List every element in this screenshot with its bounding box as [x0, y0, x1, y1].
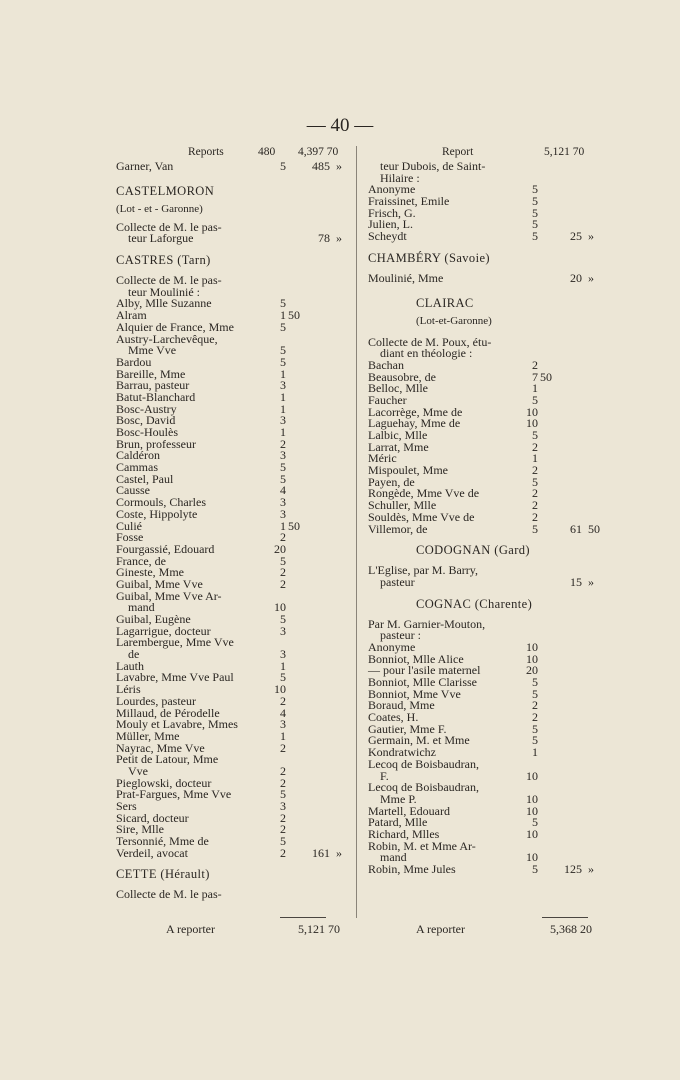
entry-row [368, 270, 594, 285]
entry-amount: 4 [280, 483, 286, 498]
entry-name: Guibal, Mme Vve Ar- [116, 588, 222, 603]
right-footer-label: A reporter [416, 922, 465, 936]
section-heading: CLAIRAC [416, 295, 474, 310]
entry-name: Guibal, Eugène [116, 612, 191, 626]
entry-amount: 10 [274, 682, 286, 697]
entry-row [116, 789, 334, 801]
entry-amount: 2 [532, 486, 538, 501]
entry-amount: 1 [280, 401, 286, 416]
entry-total-cents: 50 [588, 521, 600, 536]
entry-total: 15 [570, 574, 582, 589]
entry-amount: 5 [532, 217, 538, 232]
entry-amount: 5 [280, 834, 286, 849]
entry-name: Fosse [116, 530, 144, 545]
entry-name: Germain, M. et Mme [368, 733, 470, 748]
entry-name: Anonyme [368, 639, 416, 654]
entry-amount: 3 [280, 495, 286, 510]
entry-name: Bosc, David [116, 413, 176, 428]
entry-name: Collecte de M. le pas- [116, 273, 222, 288]
entry-name: Villemor, de [368, 521, 428, 536]
entry-amount: 5 [532, 686, 538, 701]
entry-amount: 5 [532, 428, 538, 442]
section-heading: CHAMBÉRY (Savoie) [368, 250, 490, 265]
entry-amount: 5 [532, 521, 538, 536]
entry-amount: 5 [532, 815, 538, 830]
entry-name: Petit de Latour, Mme [116, 752, 219, 767]
section-heading: CETTE (Hérault) [116, 867, 210, 882]
entry-amount: 10 [526, 791, 538, 806]
spacer [368, 285, 586, 293]
entry-name: Bachan [368, 357, 404, 372]
entry-amount: 10 [526, 768, 538, 783]
entry-amount-cents: 50 [288, 308, 300, 323]
entry-name: Lourdes, pasteur [116, 693, 196, 708]
entry-name: Collecte de M. Poux, étu- [368, 334, 492, 349]
entry-amount: 5 [280, 354, 286, 369]
entry-name: Coste, Hippolyte [116, 506, 198, 521]
entry-amount: 2 [532, 357, 538, 372]
entry-name: Nayrac, Mme Vve [116, 740, 205, 755]
entry-name: Martell, Edouard [368, 803, 450, 818]
entry-name: Mouly et Lavabre, Mmes [116, 717, 238, 732]
entry-amount: 3 [280, 799, 286, 813]
entry-amount: 2 [280, 693, 286, 708]
entry-total: 20 [570, 270, 582, 285]
page-number: — 40 — [306, 115, 374, 136]
section-subheading: (Lot - et - Garonne) [116, 202, 203, 215]
entry-name: Austry-Larchevêque, [116, 331, 218, 346]
left-footer-total: 5,121 70 [298, 922, 340, 936]
section-heading: COGNAC (Charente) [416, 596, 533, 611]
entry-amount: 1 [280, 366, 286, 381]
entry-row [116, 518, 334, 533]
entry-name: Payen, de [368, 474, 415, 489]
entry-amount: 2 [280, 576, 286, 591]
entry-name: Par M. Garnier-Mouton, [368, 616, 486, 631]
entry-name: Bosc-Houlès [116, 425, 178, 439]
entry-name: Alby, Mlle Suzanne [116, 296, 212, 311]
entry-name: Lecoq de Boisbaudran, [368, 756, 479, 771]
entry-amount: 5 [532, 229, 538, 244]
entry-name: Lalbic, Mlle [368, 428, 428, 442]
entry-name: Verdeil, avocat [116, 845, 188, 860]
entry-amount: 5 [532, 733, 538, 748]
entry-row [116, 506, 334, 521]
entry-amount: 1 [280, 728, 286, 743]
entry-amount: 10 [526, 850, 538, 865]
entry-name: Fourgassié, Edouard [116, 541, 215, 556]
entry-name: Collecte de M. le pas- [116, 219, 222, 234]
entry-row [368, 439, 586, 454]
entry-total-cents: » [588, 270, 594, 285]
entry-amount: 2 [280, 810, 286, 825]
entry-name: Causse [116, 483, 150, 498]
entry-row [368, 229, 594, 244]
entry-amount: 5 [280, 460, 286, 475]
entry-name: Cammas [116, 460, 158, 475]
entry-row [116, 637, 334, 649]
entry-name: Robin, M. et Mme Ar- [368, 838, 476, 853]
entry-name: Anonyme [368, 182, 416, 197]
entry-name: Lagarrigue, docteur [116, 623, 211, 638]
entry-name: Cormouls, Charles [116, 495, 206, 510]
entry-amount: 3 [280, 413, 286, 428]
entry-name: Belloc, Mlle [368, 381, 428, 396]
entry-name: Barrau, pasteur [116, 378, 190, 393]
entry-amount: 5 [280, 670, 286, 685]
entry-amount: 1 [280, 425, 286, 439]
entry-name: France, de [116, 553, 166, 568]
entry-name: — pour l'asile maternel [368, 663, 481, 678]
entry-name: Richard, Mlles [368, 826, 440, 841]
entry-name: Brun, professeur [116, 436, 196, 451]
entry-amount: 5 [532, 205, 538, 220]
entry-name: Larembergue, Mme Vve [116, 635, 234, 650]
entry-row [116, 159, 342, 173]
entry-amount: 5 [280, 343, 286, 358]
entry-total: 161 [312, 845, 330, 860]
entry-name: Mme P. [380, 791, 417, 806]
entry-total-cents: » [588, 574, 594, 589]
entry-amount: 5 [532, 721, 538, 736]
entry-amount: 10 [526, 416, 538, 431]
entry-name: Bareille, Mme [116, 366, 186, 381]
entry-name: Castel, Paul [116, 471, 174, 486]
entry-amount: 5 [532, 392, 538, 407]
entry-amount: 1 [532, 745, 538, 760]
entry-amount: 5 [532, 862, 538, 876]
right-column [368, 146, 600, 876]
entry-name: Bonniot, Mlle Alice [368, 651, 464, 666]
entry-amount: 1 [532, 451, 538, 466]
entry-amount: 5 [280, 787, 286, 802]
left-entries [116, 159, 342, 902]
entry-name: Gineste, Mme [116, 565, 184, 580]
entry-amount: 5 [532, 675, 538, 689]
entry-amount: 2 [280, 775, 286, 790]
entry-amount: 10 [526, 651, 538, 666]
entry-total: 61 [570, 521, 582, 536]
entry-name: F. [380, 768, 389, 783]
entry-amount: 10 [526, 639, 538, 654]
entry-row [368, 756, 586, 771]
entry-amount: 2 [280, 530, 286, 545]
entry-name: Sire, Mlle [116, 822, 164, 837]
entry-name: Tersonnié, Mme de [116, 834, 209, 849]
entry-row [368, 521, 600, 536]
header-amount: 480 [258, 146, 276, 158]
entry-name: Millaud, de Pérodelle [116, 705, 220, 720]
entry-amount: 2 [280, 565, 286, 580]
header-total: 5,121 70 [544, 146, 585, 158]
entry-name: Léris [116, 682, 141, 697]
entry-amount: 10 [526, 826, 538, 841]
entry-name: Faucher [368, 392, 407, 407]
spacer [116, 173, 334, 181]
right-footer-total: 5,368 20 [550, 922, 592, 936]
entry-amount: 2 [280, 822, 286, 837]
entry-name: L'Eglise, par M. Barry, [368, 563, 479, 578]
entry-amount: 2 [532, 463, 538, 478]
header-label: Reports [188, 146, 224, 158]
entry-row [116, 889, 334, 901]
entry-name: Garner, Van [116, 159, 174, 173]
entry-amount: 3 [280, 506, 286, 521]
entry-amount: 5 [280, 296, 286, 311]
entry-amount: 3 [280, 717, 286, 732]
entry-amount: 5 [280, 159, 286, 173]
entry-name: Bosc-Austry [116, 401, 177, 416]
entry-name: Sicard, docteur [116, 810, 189, 825]
entry-name: Larrat, Mme [368, 439, 429, 454]
entry-total: 25 [570, 229, 582, 244]
entry-name: Rongède, Mme Vve de [368, 486, 480, 501]
entry-amount: 20 [526, 663, 538, 678]
entry-amount: 1 [280, 518, 286, 533]
entry-amount: 2 [280, 436, 286, 451]
entry-name: mand [128, 600, 155, 615]
entry-amount: 1 [280, 389, 286, 404]
section-heading: CASTELMORON [116, 183, 215, 198]
left-column [116, 146, 342, 902]
entry-name: Batut-Blanchard [116, 389, 196, 404]
entry-amount: 2 [532, 509, 538, 524]
entry-name: teur Laforgue [128, 231, 194, 246]
entry-total: 125 [564, 862, 582, 876]
column-separator [356, 146, 357, 918]
entry-total-cents: » [588, 862, 594, 876]
entry-amount: 5 [532, 474, 538, 489]
entry-amount: 2 [532, 498, 538, 513]
entry-name: Guibal, Mme Vve [116, 576, 203, 591]
entry-name: Pieglowski, docteur [116, 775, 212, 790]
right-entries [368, 159, 600, 876]
entry-name: Schuller, Mlle [368, 498, 437, 513]
entry-row [116, 649, 334, 661]
entry-name: Lecoq de Boisbaudran, [368, 780, 479, 795]
entry-row [368, 574, 594, 589]
entry-amount: 5 [532, 194, 538, 209]
entry-amount: 10 [526, 404, 538, 419]
entry-name: Lavabre, Mme Vve Paul [116, 670, 234, 685]
entry-amount: 10 [526, 803, 538, 818]
entry-name: Müller, Mme [116, 728, 180, 743]
left-footer-label: A reporter [166, 922, 215, 936]
entry-amount: 1 [280, 308, 286, 323]
entry-row [116, 754, 334, 766]
entry-amount: 5 [280, 471, 286, 486]
entry-name: Julien, L. [368, 217, 413, 232]
entry-total-cents: » [336, 845, 342, 860]
entry-total: 485 [312, 159, 330, 173]
entry-amount: 5 [280, 319, 286, 334]
header-label: Report [442, 146, 474, 158]
entry-amount: 3 [280, 448, 286, 463]
entry-amount: 5 [280, 553, 286, 568]
entry-name: Prat-Fargues, Mme Vve [116, 787, 232, 802]
entry-name: pasteur [380, 574, 415, 589]
entry-name: Boraud, Mme [368, 698, 435, 713]
entry-name: Bonniot, Mme Vve [368, 686, 461, 701]
left-footer-rule [280, 917, 326, 918]
entry-amount-cents: 50 [540, 369, 552, 384]
entry-name: diant en théologie : [380, 346, 473, 361]
entry-name: Patard, Mlle [368, 815, 428, 830]
entry-name: Scheydt [368, 229, 407, 244]
entry-name: mand [380, 850, 407, 865]
entry-total-cents: » [336, 231, 342, 246]
entry-name: Laguehay, Mme de [368, 416, 461, 431]
entry-name: Bonniot, Mlle Clarisse [368, 675, 477, 689]
entry-name: Bardou [116, 354, 152, 369]
entry-amount: 1 [280, 658, 286, 673]
entry-name: Robin, Mme Jules [368, 862, 456, 876]
entry-name: Gautier, Mme F. [368, 721, 447, 736]
entry-amount: 7 [532, 369, 538, 384]
entry-row [116, 231, 342, 246]
entry-name: Caldéron [116, 448, 160, 463]
entry-name: Alquier de France, Mme [116, 319, 234, 334]
entry-total-cents: » [588, 229, 594, 244]
entry-name: Frisch, G. [368, 205, 416, 220]
entry-name: Moulinié, Mme [368, 270, 444, 285]
entry-amount: 20 [274, 541, 286, 556]
entry-name: Coates, H. [368, 710, 419, 725]
entry-amount-cents: 50 [288, 518, 300, 533]
entry-total-cents: » [336, 159, 342, 173]
section-heading: CODOGNAN (Gard) [416, 543, 530, 558]
entry-amount: 3 [280, 647, 286, 662]
entry-amount: 10 [274, 600, 286, 615]
entry-amount: 3 [280, 623, 286, 638]
entry-row [116, 845, 342, 860]
entry-name: de [128, 647, 140, 662]
entry-name: Kondratwichz [368, 745, 436, 760]
entry-name: Hilaire : [380, 170, 420, 185]
entry-total: 78 [318, 231, 330, 246]
entry-amount: 1 [532, 381, 538, 396]
entry-name: Lacorrège, Mme de [368, 404, 463, 419]
entry-name: Mispoulet, Mme [368, 463, 448, 478]
entry-name: Méric [368, 451, 397, 466]
entry-amount: 2 [280, 845, 286, 860]
entry-name: Fraissinet, Emile [368, 194, 450, 209]
entry-row [116, 298, 334, 310]
entry-name: teur Dubois, de Saint- [380, 159, 486, 173]
entry-name: Souldès, Mme Vve de [368, 509, 475, 524]
entry-row [116, 672, 334, 684]
entry-amount: 3 [280, 378, 286, 393]
entry-name: Alram [116, 308, 147, 323]
section-subheading: (Lot-et-Garonne) [416, 314, 492, 327]
entry-amount: 5 [280, 612, 286, 626]
entry-name: Vve [128, 763, 148, 778]
section-heading: CASTRES (Tarn) [116, 253, 211, 268]
entry-amount: 2 [532, 698, 538, 713]
entry-amount: 2 [280, 763, 286, 778]
entry-row [368, 862, 594, 876]
entry-name: Mme Vve [128, 343, 177, 358]
header-total: 4,397 70 [298, 146, 339, 158]
entry-amount: 4 [280, 705, 286, 720]
entry-amount: 2 [280, 740, 286, 755]
entry-name: Lauth [116, 658, 144, 673]
entry-amount: 5 [532, 182, 538, 197]
entry-amount: 2 [532, 439, 538, 454]
entry-name: pasteur : [380, 628, 421, 643]
entry-name: Sers [116, 799, 137, 813]
entry-name: Culié [116, 518, 142, 533]
entry-name: Beausobre, de [368, 369, 436, 384]
entry-amount: 2 [532, 710, 538, 725]
entry-name: Collecte de M. le pas- [116, 887, 222, 902]
entry-name: teur Moulinié : [128, 284, 200, 299]
right-footer-rule [542, 917, 588, 918]
